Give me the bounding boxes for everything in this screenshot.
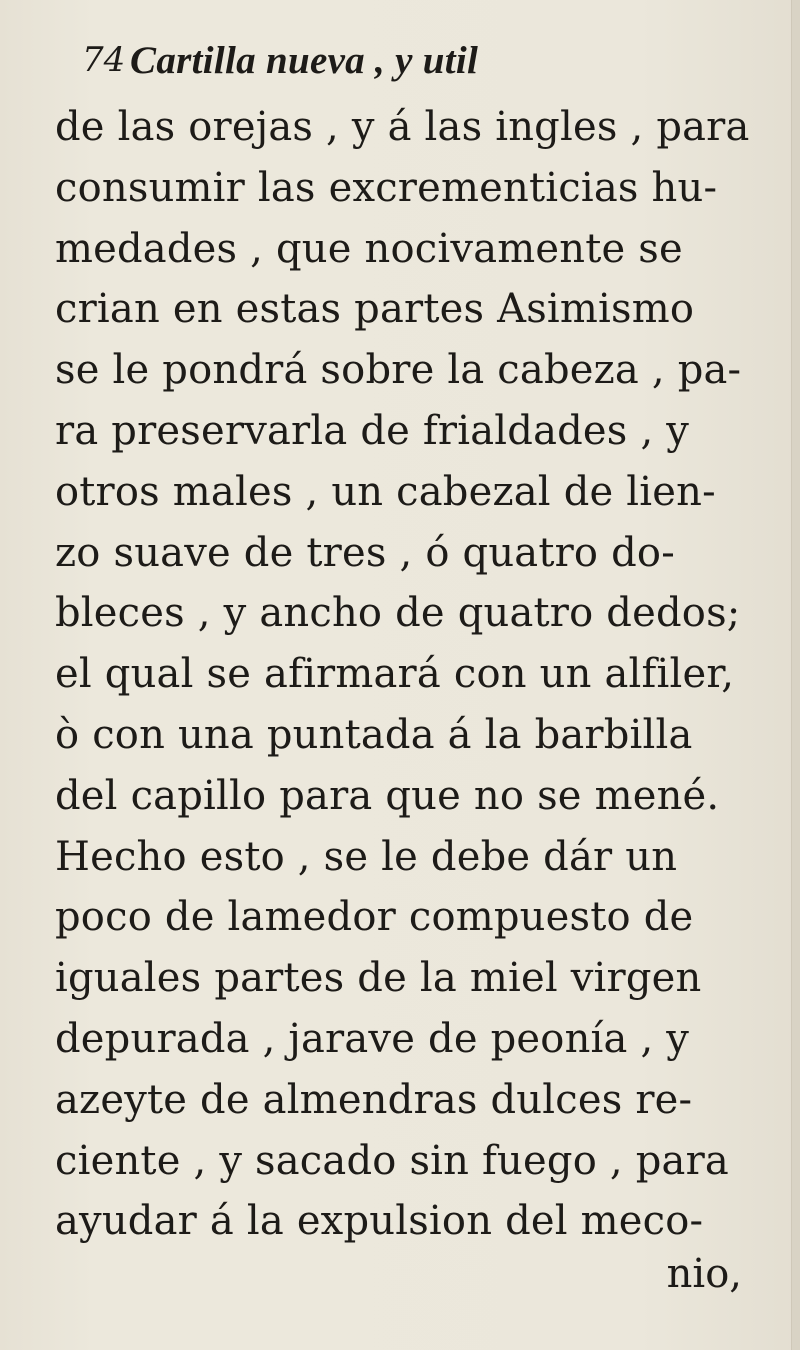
page-number: 74	[82, 40, 126, 80]
text-line: depurada , jarave de peonía , y	[55, 1015, 690, 1062]
text-line: de las orejas , y á las ingles , para	[55, 104, 750, 150]
text-line: bleces , y ancho de quatro dedos;	[55, 590, 741, 637]
text-line: otros males , un cabezal de lien-	[55, 468, 716, 515]
text-line: poco de lamedor compuesto de	[55, 894, 694, 941]
text-line: ò con una puntada á la barbilla	[55, 711, 693, 758]
text-line: el qual se afirmará con un alfiler,	[55, 651, 735, 698]
text-line: del capillo para que no se mené.	[55, 772, 720, 819]
page-header	[82, 38, 732, 94]
text-line: medades , que nocivamente se	[55, 225, 683, 272]
text-line: iguales partes de la miel virgen	[55, 955, 702, 1002]
page-edge	[791, 0, 800, 1350]
text-line: ra preservarla de frialdades , y	[55, 407, 690, 454]
running-title: Cartilla nueva , y util	[130, 39, 479, 82]
text-line: ayudar á la expulsion del meco-	[55, 1198, 704, 1245]
body-text	[55, 97, 760, 1252]
text-line: consumir las excrementicias hu-	[55, 164, 718, 211]
text-line: Hecho esto , se le debe dár un	[55, 833, 678, 880]
text-line: zo suave de tres , ó quatro do-	[55, 529, 675, 576]
text-line: azeyte de almendras dulces re-	[55, 1076, 693, 1123]
text-line: crian en estas partes Asimismo	[55, 286, 695, 333]
text-line: se le pondrá sobre la cabeza , pa-	[55, 347, 742, 394]
text-line: ciente , y sacado sin fuego , para	[55, 1137, 729, 1184]
catchword: nio,	[666, 1251, 742, 1297]
